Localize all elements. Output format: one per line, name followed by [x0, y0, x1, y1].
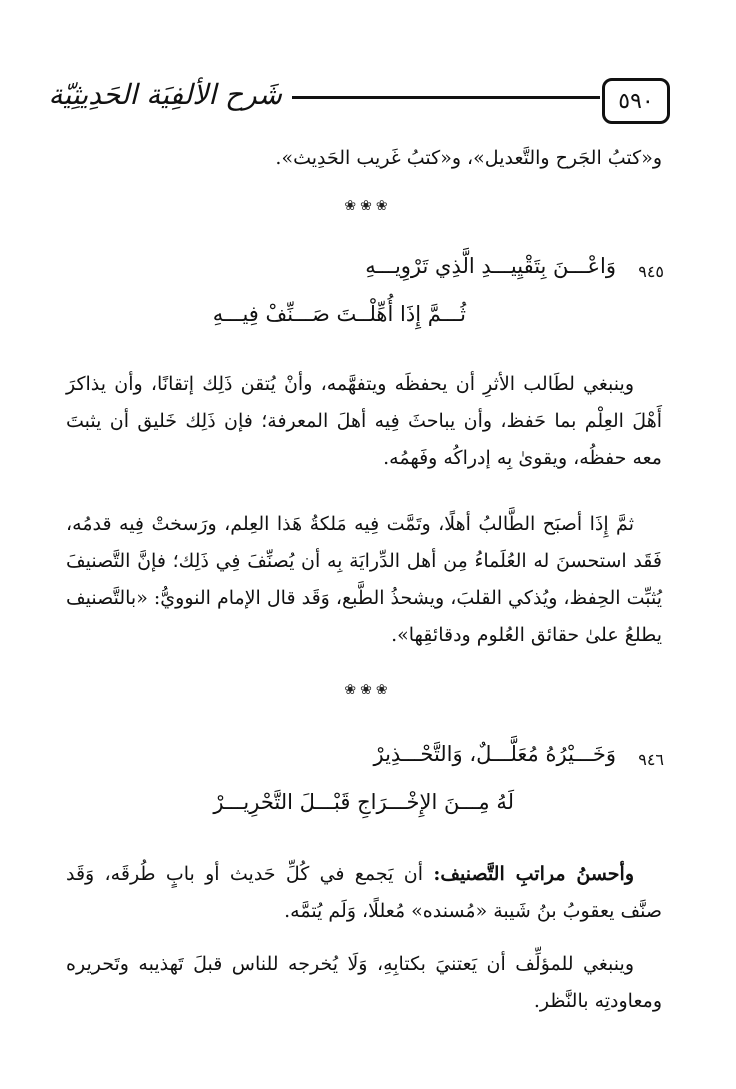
verse-hemistich-2: لَهُ مِـــنَ الإِخْـــرَاجِ قَبْـــلَ التَّحْرِيـــرْ	[213, 790, 514, 814]
ornament-divider: ❀❀❀	[344, 682, 392, 698]
verse-number: ٩٤٦	[638, 750, 664, 769]
verse-hemistich-1: وَخَـــيْرُهُ مُعَلَّـــلٌ، وَالتَّحْـــذِيرْ	[373, 742, 616, 766]
page-number: ٥٩٠	[602, 78, 670, 124]
paragraph-2: ثمَّ إِذَا أصبَح الطَّالبُ أهلًا، وتَمَّت فِيه مَلكةُ هَذا العِلم، ورَسختْ فِيه قدمُه، فَقَد استحسنَ له العُلَماءُ مِن أهل الدِّرايَة بِه أن يُصنِّفَ فِي ذَلِك؛ فإنَّ التَّصنيفَ يُثبِّت الحِفظ، ويُذكي القلبَ، ويشحذُ الطَّبع، وَقَد قال الإمام النوويُّ: «بالتَّصنيف يطلعُ علىٰ حقائق العُلوم ودقائقِها».	[66, 513, 662, 646]
paragraph-4: وينبغي للمؤلِّف أن يَعتنيَ بكتابِهِ، وَلَا يُخرجه للناس قبلَ تَهذيبه وتَحريره ومعاودتِه بالنَّظر.	[66, 953, 662, 1012]
page-header	[48, 78, 670, 122]
running-title: شَرح الألفِيَة الحَدِيثِيّة	[48, 78, 282, 111]
intro-line: و«كتبُ الجَرح والتَّعديل»، و«كتبُ غَريب الحَدِيث».	[275, 147, 662, 169]
ornament-divider: ❀❀❀	[344, 198, 392, 214]
paragraph-3	[66, 856, 662, 930]
verse-number: ٩٤٥	[638, 262, 664, 281]
header-rule	[292, 96, 600, 99]
verse-hemistich-2: ثُـــمَّ إِذَا أُهِّلْــتَ صَـــنِّفْ فِيـــهِ	[212, 302, 466, 326]
verse-hemistich-1: وَاعْـــنَ بِتَقْيِيـــدِ الَّذِي تَرْوِيـــهِ	[365, 254, 616, 278]
paragraph-3-body: أن يَجمع في كُلِّ حَديث أو بابٍ طُرقَه، وَقَد صنَّف يعقوبُ بنُ شَيبة «مُسنده» مُعللًا، وَلَم يُتمَّه.	[66, 863, 662, 922]
paragraph-1: وينبغي لطَالب الأثرِ أن يحفظَه ويتفهَّمه، وأنْ يُتقن ذَلِك إتقانًا، وأن يذاكرَ أَهْلَ العِلْم بما حَفظ، وأن يباحثَ فِيه أهلَ المعرفة؛ فإن ذَلِك خَليق أن يثبتَ معه حفظُه، ويقوىٰ بِه إدراكُه وفَهمُه.	[66, 373, 662, 469]
section-lead: وأحسنُ مراتبِ التَّصنيف:	[433, 863, 634, 885]
